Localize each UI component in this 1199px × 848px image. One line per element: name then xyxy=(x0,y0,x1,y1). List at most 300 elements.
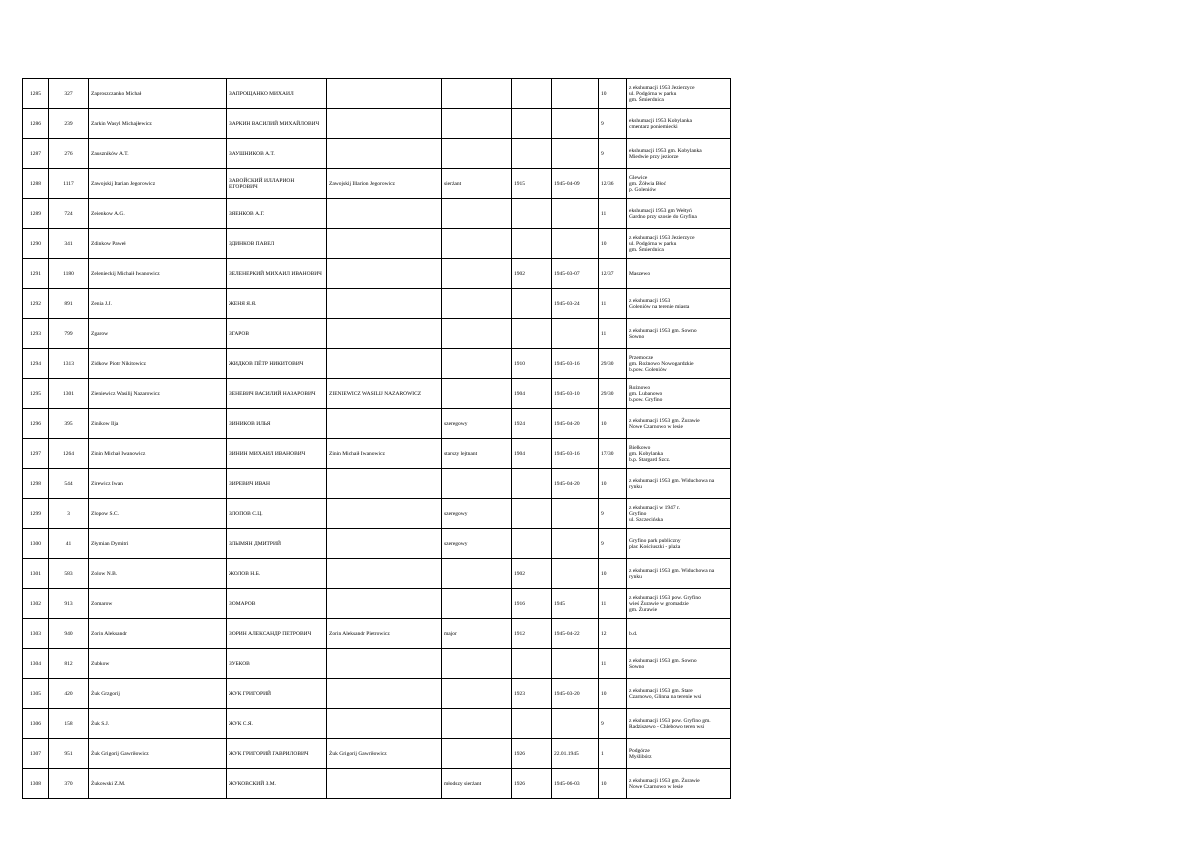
death-date-cell xyxy=(552,499,599,529)
burial-place-line: z ekshumacji 1953 gm. Żurawie xyxy=(629,777,700,784)
burial-place-cell xyxy=(627,529,731,559)
burial-place-line: Nowe Czarnowo w lesie xyxy=(629,783,683,790)
name-latin-cell: Zlopow S.C. xyxy=(89,499,227,529)
name-cyrillic-cell: ЗУБКОВ xyxy=(227,649,327,679)
burial-place-cell xyxy=(627,559,731,589)
death-date-cell xyxy=(552,229,599,259)
burial-place-line: ul. Szczecińska xyxy=(629,516,663,523)
name-cyrillic-cell: ЗАУШНИКОВ А.Т. xyxy=(227,139,327,169)
quarter-cell: 10 xyxy=(599,769,627,799)
birth-year-cell xyxy=(512,649,552,679)
rank-cell xyxy=(442,109,512,139)
table-row xyxy=(23,229,731,259)
burial-place-line: Myślibórz xyxy=(629,753,652,760)
death-date-cell xyxy=(552,529,599,559)
birth-year-cell: 1902 xyxy=(512,259,552,289)
table-row xyxy=(23,199,731,229)
record-number-cell: 1308 xyxy=(23,769,49,799)
table-row xyxy=(23,619,731,649)
burial-place-line: Maszewo xyxy=(629,270,651,277)
birth-year-cell xyxy=(512,79,552,109)
table-row xyxy=(23,739,731,769)
burial-place-line: rynku xyxy=(629,573,642,580)
quarter-cell: 11 xyxy=(599,589,627,619)
burial-place-line: z ekshumacji 1953 gm. Sowno xyxy=(629,657,697,664)
record-number-cell: 1305 xyxy=(23,679,49,709)
name-alternate-cell xyxy=(327,259,442,289)
table-row xyxy=(23,649,731,679)
burial-place-line: cmentarz poniemiecki xyxy=(629,123,678,130)
burial-place-line: Miedwie przy jeziorze xyxy=(629,153,679,160)
grave-id-cell: 1180 xyxy=(49,259,89,289)
name-cyrillic-cell: ЖУК ГРИГОРИЙ xyxy=(227,679,327,709)
rank-cell: starszy lejtnant xyxy=(442,439,512,469)
burial-place-line: rynku xyxy=(629,483,642,490)
name-alternate-cell xyxy=(327,199,442,229)
birth-year-cell: 1912 xyxy=(512,619,552,649)
name-latin-cell: Zauszników A.T. xyxy=(89,139,227,169)
name-alternate-cell: Zinin Michaił Iwanowicz xyxy=(327,439,442,469)
burial-place-line: wieś Żurawie w gromadzie xyxy=(629,600,689,607)
table-row xyxy=(23,589,731,619)
death-date-cell xyxy=(552,709,599,739)
burial-place-line: Bielkowo xyxy=(629,444,651,451)
burial-place-line: b.pow. Goleniów xyxy=(629,366,667,373)
name-latin-cell: Zdinkow Paweł xyxy=(89,229,227,259)
burial-place-cell xyxy=(627,379,731,409)
record-number-cell: 1293 xyxy=(23,319,49,349)
burial-place-cell xyxy=(627,439,731,469)
rank-cell xyxy=(442,589,512,619)
record-number-cell: 1307 xyxy=(23,739,49,769)
quarter-cell: 17/30 xyxy=(599,439,627,469)
name-latin-cell: Zidkow Piotr Nikitowicz xyxy=(89,349,227,379)
grave-id-cell: 1301 xyxy=(49,379,89,409)
table-row xyxy=(23,499,731,529)
name-latin-cell: Zubkow xyxy=(89,649,227,679)
quarter-cell: 12/36 xyxy=(599,169,627,199)
rank-cell: sierżant xyxy=(442,169,512,199)
table-row xyxy=(23,169,731,199)
birth-year-cell: 1910 xyxy=(512,349,552,379)
name-cyrillic-cell: ЗЛЫМЯН ДМИТРИЙ xyxy=(227,529,327,559)
burial-place-line: Przemocze xyxy=(629,354,654,361)
burial-place-line: gm. Śmierdnica xyxy=(629,246,664,253)
table-row xyxy=(23,259,731,289)
grave-id-cell: 327 xyxy=(49,79,89,109)
birth-year-cell: 1926 xyxy=(512,769,552,799)
table-row xyxy=(23,679,731,709)
record-number-cell: 1301 xyxy=(23,559,49,589)
burial-place-cell xyxy=(627,169,731,199)
burial-place-line: z ekshumacji 1953 gm. Widuchowa na xyxy=(629,477,715,484)
burial-place-line: gm. Żurawie xyxy=(629,606,658,613)
quarter-cell: 11 xyxy=(599,289,627,319)
name-alternate-cell xyxy=(327,469,442,499)
burial-place-line: ekshumacji 1953 gm. Kobylanka xyxy=(629,147,702,154)
burial-place-line: z ekshumacji 1953 gm. Żurawie xyxy=(629,417,700,424)
death-date-cell: 1945-03-24 xyxy=(552,289,599,319)
rank-cell xyxy=(442,139,512,169)
death-date-cell xyxy=(552,199,599,229)
name-latin-cell: Zgarow xyxy=(89,319,227,349)
birth-year-cell xyxy=(512,289,552,319)
name-cyrillic-cell: ЗЯЕНКОВ А.Г. xyxy=(227,199,327,229)
record-number-cell: 1290 xyxy=(23,229,49,259)
birth-year-cell xyxy=(512,499,552,529)
record-number-cell: 1300 xyxy=(23,529,49,559)
record-number-cell: 1292 xyxy=(23,289,49,319)
quarter-cell: 9 xyxy=(599,109,627,139)
burial-place-cell xyxy=(627,649,731,679)
grave-id-cell: 395 xyxy=(49,409,89,439)
table-row xyxy=(23,379,731,409)
quarter-cell: 29/30 xyxy=(599,349,627,379)
burial-place-line: Goleniów na terenie miasta xyxy=(629,303,690,310)
quarter-cell: 10 xyxy=(599,679,627,709)
quarter-cell: 12/37 xyxy=(599,259,627,289)
name-cyrillic-cell: ЗГАРОВ xyxy=(227,319,327,349)
table-row xyxy=(23,109,731,139)
table-row xyxy=(23,559,731,589)
burial-place-line: ekshumacji 1953 Kobylanka xyxy=(629,117,692,124)
grave-id-cell: 724 xyxy=(49,199,89,229)
death-date-cell: 1945-03-16 xyxy=(552,439,599,469)
record-number-cell: 1285 xyxy=(23,79,49,109)
name-cyrillic-cell: ЖУКОВСКИЙ З.М. xyxy=(227,769,327,799)
grave-id-cell: 1117 xyxy=(49,169,89,199)
death-date-cell: 1945-04-20 xyxy=(552,469,599,499)
burial-place-cell xyxy=(627,259,731,289)
name-cyrillic-cell: ЗАРКИН ВАСИЛИЙ МИХАЙЛОВИЧ xyxy=(227,109,327,139)
rank-cell xyxy=(442,199,512,229)
burial-place-cell xyxy=(627,619,731,649)
burial-place-cell xyxy=(627,409,731,439)
grave-id-cell: 544 xyxy=(49,469,89,499)
name-latin-cell: Zinikow Ilja xyxy=(89,409,227,439)
record-number-cell: 1298 xyxy=(23,469,49,499)
death-date-cell xyxy=(552,139,599,169)
burial-place-cell xyxy=(627,499,731,529)
table-row xyxy=(23,769,731,799)
quarter-cell: 9 xyxy=(599,529,627,559)
burial-place-line: b.p. Stargard Szcz. xyxy=(629,456,671,463)
death-date-cell: 1945-04-22 xyxy=(552,619,599,649)
burial-place-line: b.d. xyxy=(629,630,638,637)
grave-id-cell: 276 xyxy=(49,139,89,169)
burial-place-line: z ekshumacji 1953 gm. Widuchowa na xyxy=(629,567,715,574)
quarter-cell: 1 xyxy=(599,739,627,769)
burial-place-cell xyxy=(627,709,731,739)
name-cyrillic-cell: ЗИНИКОВ ИЛЬЯ xyxy=(227,409,327,439)
name-latin-cell: Żukowski Z.M. xyxy=(89,769,227,799)
record-number-cell: 1306 xyxy=(23,709,49,739)
burial-place-cell xyxy=(627,199,731,229)
birth-year-cell: 1904 xyxy=(512,439,552,469)
record-number-cell: 1299 xyxy=(23,499,49,529)
name-latin-cell: Zinin Michał Iwanowicz xyxy=(89,439,227,469)
name-cyrillic-cell: ЗОРИН АЛЕКСАНДР ПЕТРОВИЧ xyxy=(227,619,327,649)
name-cyrillic-cell: ЗАВОЙСКИЙ ИЛЛАРИОН ЕГОРОВИЧ xyxy=(227,169,327,199)
quarter-cell: 10 xyxy=(599,559,627,589)
quarter-cell: 10 xyxy=(599,229,627,259)
name-latin-cell: Zelenieckij Michaił Iwanowicz xyxy=(89,259,227,289)
burial-place-line: Gryfino park publiczny xyxy=(629,537,681,544)
burial-place-line: gm. Żółwia Błoć xyxy=(629,180,667,187)
name-cyrillic-cell: ЖУК С.Я. xyxy=(227,709,327,739)
birth-year-cell xyxy=(512,469,552,499)
quarter-cell: 29/30 xyxy=(599,379,627,409)
burial-place-line: b.pow. Gryfino xyxy=(629,396,663,403)
burial-place-cell xyxy=(627,769,731,799)
burial-place-cell xyxy=(627,349,731,379)
table-row xyxy=(23,289,731,319)
rank-cell xyxy=(442,349,512,379)
quarter-cell: 9 xyxy=(599,139,627,169)
rank-cell xyxy=(442,79,512,109)
name-cyrillic-cell: ЗОМАРОВ xyxy=(227,589,327,619)
burial-place-line: Sowno xyxy=(629,663,645,670)
table-row xyxy=(23,439,731,469)
name-alternate-cell xyxy=(327,769,442,799)
death-date-cell: 1945-04-09 xyxy=(552,169,599,199)
record-number-cell: 1304 xyxy=(23,649,49,679)
name-alternate-cell xyxy=(327,319,442,349)
burial-register-table xyxy=(22,78,731,799)
name-cyrillic-cell: ЗЕЛЕНЕРКИЙ МИХАИЛ ИВАНОВИЧ xyxy=(227,259,327,289)
record-number-cell: 1286 xyxy=(23,109,49,139)
name-alternate-cell: Zawojskij Illarion Jegorowicz xyxy=(327,169,442,199)
rank-cell xyxy=(442,319,512,349)
birth-year-cell xyxy=(512,199,552,229)
burial-place-line: z ekshumacji 1953 Jezierzyce xyxy=(629,84,695,91)
birth-year-cell: 1924 xyxy=(512,409,552,439)
burial-place-line: z ekshumacji w 1947 r. xyxy=(629,504,680,511)
table-row xyxy=(23,319,731,349)
quarter-cell: 11 xyxy=(599,319,627,349)
rank-cell xyxy=(442,649,512,679)
name-latin-cell: Zenia J.J. xyxy=(89,289,227,319)
name-cyrillic-cell: ЗИНИН МИХАИЛ ИВАНОВИЧ xyxy=(227,439,327,469)
birth-year-cell xyxy=(512,319,552,349)
name-cyrillic-cell: ЖЕНЯ Я.Я. xyxy=(227,289,327,319)
burial-place-cell xyxy=(627,469,731,499)
burial-place-line: z ekshumacji 1953 gm. Sowno xyxy=(629,327,697,334)
name-alternate-cell xyxy=(327,529,442,559)
burial-place-cell xyxy=(627,79,731,109)
burial-place-line: z ekshumacji 1953 gm. Stare xyxy=(629,687,693,694)
record-number-cell: 1296 xyxy=(23,409,49,439)
rank-cell: szeregowy xyxy=(442,409,512,439)
record-number-cell: 1287 xyxy=(23,139,49,169)
name-alternate-cell xyxy=(327,499,442,529)
name-alternate-cell xyxy=(327,79,442,109)
name-alternate-cell xyxy=(327,289,442,319)
death-date-cell: 1945-03-10 xyxy=(552,379,599,409)
burial-place-line: z ekshumacji 1953 xyxy=(629,297,671,304)
birth-year-cell: 1923 xyxy=(512,679,552,709)
rank-cell: major xyxy=(442,619,512,649)
rank-cell: młodszy sierżant xyxy=(442,769,512,799)
record-number-cell: 1291 xyxy=(23,259,49,289)
burial-place-cell xyxy=(627,109,731,139)
name-latin-cell: Zieniewicz Wasilij Nazarowicz xyxy=(89,379,227,409)
burial-place-cell xyxy=(627,739,731,769)
quarter-cell: 11 xyxy=(599,199,627,229)
burial-place-line: Gardno przy szosie do Gryfina xyxy=(629,213,697,220)
grave-id-cell: 940 xyxy=(49,619,89,649)
burial-place-cell xyxy=(627,229,731,259)
name-latin-cell: Zawojskij Itarian Jegorowicz xyxy=(89,169,227,199)
grave-id-cell: 913 xyxy=(49,589,89,619)
grave-id-cell: 951 xyxy=(49,739,89,769)
burial-place-line: z ekshumacji 1953 pow. Gryfino xyxy=(629,594,701,601)
quarter-cell: 10 xyxy=(599,469,627,499)
name-latin-cell: Żuk Grzgorij xyxy=(89,679,227,709)
name-cyrillic-cell: ЗЛОПОВ С.Ц. xyxy=(227,499,327,529)
grave-id-cell: 1313 xyxy=(49,349,89,379)
name-cyrillic-cell: ЖИДКОВ ПЁТР НИКИТОВИЧ xyxy=(227,349,327,379)
burial-place-line: p. Goleniów xyxy=(629,186,657,193)
table-row xyxy=(23,469,731,499)
name-alternate-cell xyxy=(327,649,442,679)
name-alternate-cell xyxy=(327,679,442,709)
death-date-cell: 1945-03-16 xyxy=(552,349,599,379)
name-latin-cell: Żuk S.J. xyxy=(89,709,227,739)
burial-place-line: Nowe Czarnowo w lesie xyxy=(629,423,683,430)
table-row xyxy=(23,709,731,739)
rank-cell xyxy=(442,739,512,769)
grave-id-cell: 239 xyxy=(49,109,89,139)
name-latin-cell: Żuk Grigorij Gawriłowicz xyxy=(89,739,227,769)
rank-cell xyxy=(442,259,512,289)
burial-place-line: Podgórze xyxy=(629,747,650,754)
burial-place-cell xyxy=(627,679,731,709)
name-latin-cell: Zomarow xyxy=(89,589,227,619)
name-cyrillic-cell: ЗДИНКОВ ПАВЕЛ xyxy=(227,229,327,259)
name-alternate-cell xyxy=(327,139,442,169)
record-number-cell: 1303 xyxy=(23,619,49,649)
name-alternate-cell: Zorin Aleksandr Pietrowicz xyxy=(327,619,442,649)
birth-year-cell: 1902 xyxy=(512,559,552,589)
rank-cell xyxy=(442,709,512,739)
record-number-cell: 1295 xyxy=(23,379,49,409)
death-date-cell xyxy=(552,559,599,589)
record-number-cell: 1289 xyxy=(23,199,49,229)
grave-id-cell: 420 xyxy=(49,679,89,709)
name-latin-cell: Złymian Dymitri xyxy=(89,529,227,559)
grave-id-cell: 812 xyxy=(49,649,89,679)
burial-place-line: Glewice xyxy=(629,174,648,181)
grave-id-cell: 41 xyxy=(49,529,89,559)
burial-place-line: Czarnowo, Glinna na terenie wsi xyxy=(629,693,702,700)
burial-place-line: Sowno xyxy=(629,333,645,340)
burial-place-line: Rożnowo xyxy=(629,384,651,391)
quarter-cell: 10 xyxy=(599,409,627,439)
burial-place-line: ekshumacji 1953 gm Wełtyń xyxy=(629,207,692,214)
rank-cell xyxy=(442,469,512,499)
name-latin-cell: Zarkin Wasyl Michajłewicz xyxy=(89,109,227,139)
burial-place-cell xyxy=(627,139,731,169)
record-number-cell: 1288 xyxy=(23,169,49,199)
table-row xyxy=(23,529,731,559)
birth-year-cell: 1916 xyxy=(512,589,552,619)
death-date-cell xyxy=(552,319,599,349)
quarter-cell: 10 xyxy=(599,79,627,109)
birth-year-cell: 1926 xyxy=(512,739,552,769)
birth-year-cell: 1915 xyxy=(512,169,552,199)
rank-cell xyxy=(442,559,512,589)
quarter-cell: 12 xyxy=(599,619,627,649)
death-date-cell xyxy=(552,79,599,109)
name-alternate-cell xyxy=(327,349,442,379)
rank-cell xyxy=(442,379,512,409)
death-date-cell: 1945-03-07 xyxy=(552,259,599,289)
rank-cell xyxy=(442,229,512,259)
burial-place-line: plac Kościuszki - plaża xyxy=(629,543,681,550)
burial-place-line: gm. Lubanowo xyxy=(629,390,663,397)
name-latin-cell: Zeienkow A.G. xyxy=(89,199,227,229)
rank-cell xyxy=(442,679,512,709)
name-alternate-cell xyxy=(327,109,442,139)
grave-id-cell: 341 xyxy=(49,229,89,259)
burial-place-line: Radziszewo - Chlebowo teren wsi xyxy=(629,723,705,730)
grave-id-cell: 583 xyxy=(49,559,89,589)
name-alternate-cell xyxy=(327,409,442,439)
burial-place-line: gm. Śmierdnica xyxy=(629,96,664,103)
name-alternate-cell xyxy=(327,709,442,739)
name-latin-cell: Zirewicz Iwan xyxy=(89,469,227,499)
quarter-cell: 11 xyxy=(599,649,627,679)
name-cyrillic-cell: ЗЕНЕВИЧ ВАСИЛИЙ НАЗАРОВИЧ xyxy=(227,379,327,409)
birth-year-cell xyxy=(512,139,552,169)
death-date-cell: 1945-03-20 xyxy=(552,679,599,709)
burial-place-cell xyxy=(627,589,731,619)
burial-place-cell xyxy=(627,289,731,319)
record-number-cell: 1297 xyxy=(23,439,49,469)
burial-place-line: gm. Rożnowo Nowogardzkie xyxy=(629,360,694,367)
record-number-cell: 1302 xyxy=(23,589,49,619)
death-date-cell: 1945-04-20 xyxy=(552,409,599,439)
name-alternate-cell: ZIENIEWICZ WASILIJ NAZAROWICZ xyxy=(327,379,442,409)
grave-id-cell: 799 xyxy=(49,319,89,349)
burial-place-line: z ekshumacji 1953 pow. Gryfino gm. xyxy=(629,717,711,724)
quarter-cell: 9 xyxy=(599,709,627,739)
death-date-cell: 1945-06-03 xyxy=(552,769,599,799)
name-cyrillic-cell: ЖОЛОВ Н.Б. xyxy=(227,559,327,589)
burial-place-line: z ekshumacji 1953 Jezierzyce xyxy=(629,234,695,241)
quarter-cell: 9 xyxy=(599,499,627,529)
register-page xyxy=(22,78,730,790)
grave-id-cell: 891 xyxy=(49,289,89,319)
grave-id-cell: 1264 xyxy=(49,439,89,469)
record-number-cell: 1294 xyxy=(23,349,49,379)
rank-cell xyxy=(442,289,512,319)
burial-place-cell xyxy=(627,319,731,349)
name-cyrillic-cell: ЗАПРОЩАНКО МИХАИЛ xyxy=(227,79,327,109)
grave-id-cell: 3 xyxy=(49,499,89,529)
death-date-cell: 22.01.1945 xyxy=(552,739,599,769)
name-cyrillic-cell: ЗИРЕВИЧ ИВАН xyxy=(227,469,327,499)
burial-place-line: Gryfino xyxy=(629,510,647,517)
table-row xyxy=(23,349,731,379)
name-latin-cell: Zolow N.B. xyxy=(89,559,227,589)
grave-id-cell: 370 xyxy=(49,769,89,799)
table-row xyxy=(23,409,731,439)
death-date-cell xyxy=(552,649,599,679)
death-date-cell: 1945 xyxy=(552,589,599,619)
name-alternate-cell xyxy=(327,589,442,619)
